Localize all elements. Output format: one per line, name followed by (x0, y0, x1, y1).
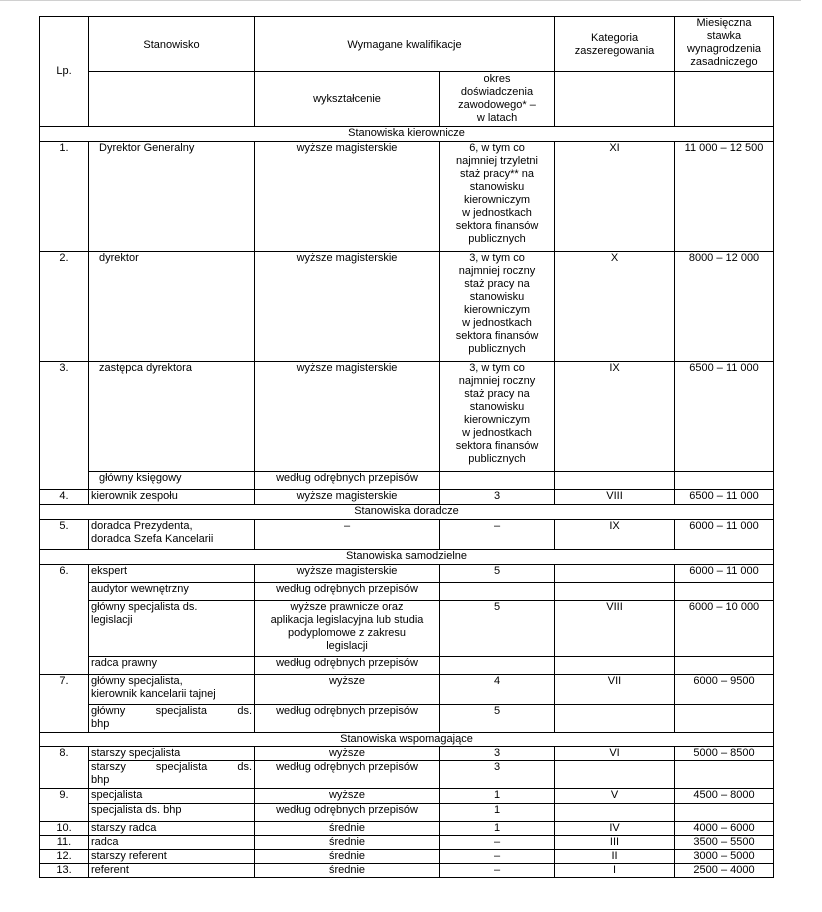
row-position: starszy specjalista (89, 747, 255, 761)
row-education: według odrębnych przepisów (255, 472, 440, 490)
row-education: średnie (255, 850, 440, 864)
row-experience: 1 (440, 789, 555, 804)
position-line: doradca Prezydenta, (91, 520, 193, 532)
header-empty (675, 72, 774, 127)
header-experience (440, 72, 555, 127)
table-row (40, 520, 774, 550)
row-lp: 9. (40, 789, 89, 822)
position-line: główny specjalista ds. (91, 601, 198, 613)
experience-line: 3, w tym co (469, 362, 525, 374)
row-education: według odrębnych przepisów (255, 705, 440, 733)
row-salary: 5000 – 8500 (675, 747, 774, 761)
row-category: VI (555, 747, 675, 761)
row-lp: 4. (40, 490, 89, 505)
header-category-line: Kategoria (590, 32, 639, 44)
row-experience: – (440, 836, 555, 850)
experience-line: publicznych (468, 453, 526, 465)
row-salary: 6500 – 11 000 (675, 362, 774, 472)
row-lp: 13. (40, 864, 89, 878)
row-experience (440, 362, 555, 472)
row-experience: – (440, 520, 555, 550)
row-education: wyższe magisterskie (255, 490, 440, 505)
experience-line: sektora finansów (455, 330, 539, 342)
row-experience: – (440, 850, 555, 864)
header-row (40, 17, 774, 72)
position-line: doradca Szefa Kancelarii (91, 533, 214, 545)
row-experience: – (440, 864, 555, 878)
row-experience-empty (440, 472, 555, 490)
row-education: wyższe (255, 789, 440, 804)
table-row (40, 836, 774, 850)
table-row (40, 252, 774, 362)
row-education: według odrębnych przepisów (255, 657, 440, 675)
position-line: bhp (91, 718, 110, 730)
experience-line: najmniej roczny (458, 375, 536, 387)
row-position: Dyrektor Generalny (89, 142, 255, 252)
row-salary: 2500 – 4000 (675, 864, 774, 878)
row-category: II (555, 850, 675, 864)
row-category: IX (555, 362, 675, 472)
section-independent: Stanowiska samodzielne (40, 550, 774, 565)
top-divider (0, 0, 801, 1)
row-salary-empty (675, 761, 774, 789)
header-experience-line: w latach (476, 112, 518, 124)
row-education: średnie (255, 836, 440, 850)
row-salary: 6000 – 10 000 (675, 601, 774, 657)
row-position: starszy radca (89, 822, 255, 836)
row-category: X (555, 252, 675, 362)
header-salary-line: Miesięczna (696, 17, 752, 29)
row-position (89, 601, 255, 657)
experience-line: 3, w tym co (469, 252, 525, 264)
row-experience: 5 (440, 601, 555, 657)
header-category-line: zaszeregowania (574, 45, 655, 57)
row-position (89, 705, 255, 733)
row-position: główny księgowy (89, 472, 255, 490)
table-row (40, 705, 774, 733)
row-position (89, 520, 255, 550)
experience-line: kierowniczym (464, 414, 531, 426)
section-row (40, 505, 774, 520)
row-lp: 6. (40, 565, 89, 675)
row-salary-empty (675, 472, 774, 490)
row-experience-empty (440, 657, 555, 675)
row-position (89, 761, 255, 789)
section-support: Stanowiska wspomagające (40, 733, 774, 747)
row-experience: 5 (440, 565, 555, 583)
header-subrow (40, 72, 774, 127)
experience-line: kierowniczym (464, 304, 531, 316)
row-lp: 11. (40, 836, 89, 850)
table-row (40, 864, 774, 878)
row-category: XI (555, 142, 675, 252)
table-row (40, 675, 774, 705)
header-education: wykształcenie (255, 72, 440, 127)
table-row (40, 761, 774, 789)
table-row (40, 850, 774, 864)
row-category-empty (555, 657, 675, 675)
education-line: wyższe prawnicze oraz (290, 601, 404, 613)
table-row (40, 490, 774, 505)
row-category: V (555, 789, 675, 804)
row-salary-empty (675, 583, 774, 601)
experience-line: kierowniczym (464, 194, 531, 206)
section-row (40, 550, 774, 565)
experience-line: publicznych (468, 343, 526, 355)
row-category-empty (555, 761, 675, 789)
row-category: VIII (555, 490, 675, 505)
row-position: starszy referent (89, 850, 255, 864)
table-row (40, 583, 774, 601)
row-salary-empty (675, 705, 774, 733)
experience-line: staż pracy na (464, 388, 530, 400)
row-salary-empty (675, 804, 774, 822)
row-salary: 3000 – 5000 (675, 850, 774, 864)
table-row (40, 657, 774, 675)
table-row (40, 472, 774, 490)
table-row (40, 362, 774, 472)
row-category: I (555, 864, 675, 878)
row-education: wyższe magisterskie (255, 252, 440, 362)
row-position: specjalista (89, 789, 255, 804)
row-position: kierownik zespołu (89, 490, 255, 505)
row-education: według odrębnych przepisów (255, 804, 440, 822)
row-experience: 3 (440, 490, 555, 505)
row-lp: 12. (40, 850, 89, 864)
row-position: ekspert (89, 565, 255, 583)
row-category: IX (555, 520, 675, 550)
row-lp: 5. (40, 520, 89, 550)
experience-line: staż pracy** na (460, 168, 534, 180)
row-lp: 3. (40, 362, 89, 490)
position-line: starszy specjalista ds. (91, 761, 252, 773)
row-salary: 8000 – 12 000 (675, 252, 774, 362)
position-line: kierownik kancelarii tajnej (91, 688, 216, 700)
education-line: aplikacja legislacyjna lub studia (270, 614, 424, 626)
row-position: radca prawny (89, 657, 255, 675)
row-salary: 4000 – 6000 (675, 822, 774, 836)
experience-line: sektora finansów (455, 220, 539, 232)
experience-line: najmniej roczny (458, 265, 536, 277)
education-line: podyplomowe z zakresu (287, 627, 406, 639)
experience-line: publicznych (468, 233, 526, 245)
header-empty (555, 72, 675, 127)
header-salary (675, 17, 774, 72)
position-line: główny specjalista ds. (91, 705, 252, 717)
row-experience (440, 142, 555, 252)
section-managerial: Stanowiska kierownicze (40, 127, 774, 142)
row-education: według odrębnych przepisów (255, 583, 440, 601)
row-lp: 1. (40, 142, 89, 252)
table-row (40, 747, 774, 761)
row-category-empty (555, 804, 675, 822)
header-salary-line: wynagrodzenia (687, 43, 762, 55)
position-line: główny specjalista, (91, 675, 183, 687)
row-experience-empty (440, 583, 555, 601)
row-experience: 3 (440, 761, 555, 789)
row-lp: 8. (40, 747, 89, 789)
header-qualifications: Wymagane kwalifikacje (255, 17, 555, 72)
row-education: – (255, 520, 440, 550)
experience-line: stanowisku (469, 401, 525, 413)
row-position: dyrektor (89, 252, 255, 362)
row-education (255, 601, 440, 657)
row-position: referent (89, 864, 255, 878)
experience-line: staż pracy na (464, 278, 530, 290)
row-category-empty (555, 705, 675, 733)
row-experience: 5 (440, 705, 555, 733)
row-experience: 4 (440, 675, 555, 705)
row-experience: 1 (440, 804, 555, 822)
row-lp: 10. (40, 822, 89, 836)
table-row (40, 601, 774, 657)
header-experience-line: okres (483, 73, 511, 85)
row-position: radca (89, 836, 255, 850)
row-category: III (555, 836, 675, 850)
row-category-empty (555, 472, 675, 490)
section-row (40, 733, 774, 747)
row-experience: 3 (440, 747, 555, 761)
row-salary: 3500 – 5500 (675, 836, 774, 850)
table-row (40, 142, 774, 252)
table-row (40, 822, 774, 836)
row-category: VIII (555, 601, 675, 657)
row-category: VII (555, 675, 675, 705)
row-salary-empty (675, 657, 774, 675)
row-salary: 6000 – 11 000 (675, 565, 774, 583)
row-education: wyższe magisterskie (255, 142, 440, 252)
row-salary: 4500 – 8000 (675, 789, 774, 804)
row-category-empty (555, 565, 675, 583)
experience-line: w jednostkach (462, 207, 532, 219)
row-position: zastępca dyrektora (89, 362, 255, 472)
header-salary-line: stawka (706, 30, 742, 42)
row-salary: 6000 – 9500 (675, 675, 774, 705)
row-category: IV (555, 822, 675, 836)
header-experience-line: doświadczenia (460, 86, 534, 98)
section-advisory: Stanowiska doradcze (40, 505, 774, 520)
row-education: wyższe (255, 747, 440, 761)
row-position: audytor wewnętrzny (89, 583, 255, 601)
experience-line: stanowisku (469, 181, 525, 193)
table-row (40, 789, 774, 804)
header-position: Stanowisko (89, 17, 255, 72)
row-education: według odrębnych przepisów (255, 761, 440, 789)
row-experience: 1 (440, 822, 555, 836)
salary-table (39, 16, 774, 878)
header-category (555, 17, 675, 72)
header-experience-line: zawodowego* – (458, 99, 536, 111)
row-education: średnie (255, 864, 440, 878)
section-row (40, 127, 774, 142)
row-education: wyższe magisterskie (255, 565, 440, 583)
experience-line: sektora finansów (455, 440, 539, 452)
experience-line: w jednostkach (462, 317, 532, 329)
row-education: wyższe (255, 675, 440, 705)
row-position (89, 675, 255, 705)
header-empty (89, 72, 255, 127)
row-salary: 11 000 – 12 500 (675, 142, 774, 252)
row-salary: 6000 – 11 000 (675, 520, 774, 550)
row-lp: 7. (40, 675, 89, 733)
header-salary-line: zasadniczego (690, 56, 758, 68)
header-lp: Lp. (40, 17, 89, 127)
row-experience (440, 252, 555, 362)
experience-line: 6, w tym co (469, 142, 525, 154)
row-category-empty (555, 583, 675, 601)
table-row (40, 565, 774, 583)
row-position: specjalista ds. bhp (89, 804, 255, 822)
table-row (40, 804, 774, 822)
experience-line: najmniej trzyletni (456, 155, 538, 167)
experience-line: w jednostkach (462, 427, 532, 439)
education-line: legislacji (326, 640, 368, 652)
row-education: wyższe magisterskie (255, 362, 440, 472)
row-salary: 6500 – 11 000 (675, 490, 774, 505)
position-line: legislacji (91, 614, 133, 626)
position-line: bhp (91, 774, 110, 786)
row-education: średnie (255, 822, 440, 836)
experience-line: stanowisku (469, 291, 525, 303)
row-lp: 2. (40, 252, 89, 362)
